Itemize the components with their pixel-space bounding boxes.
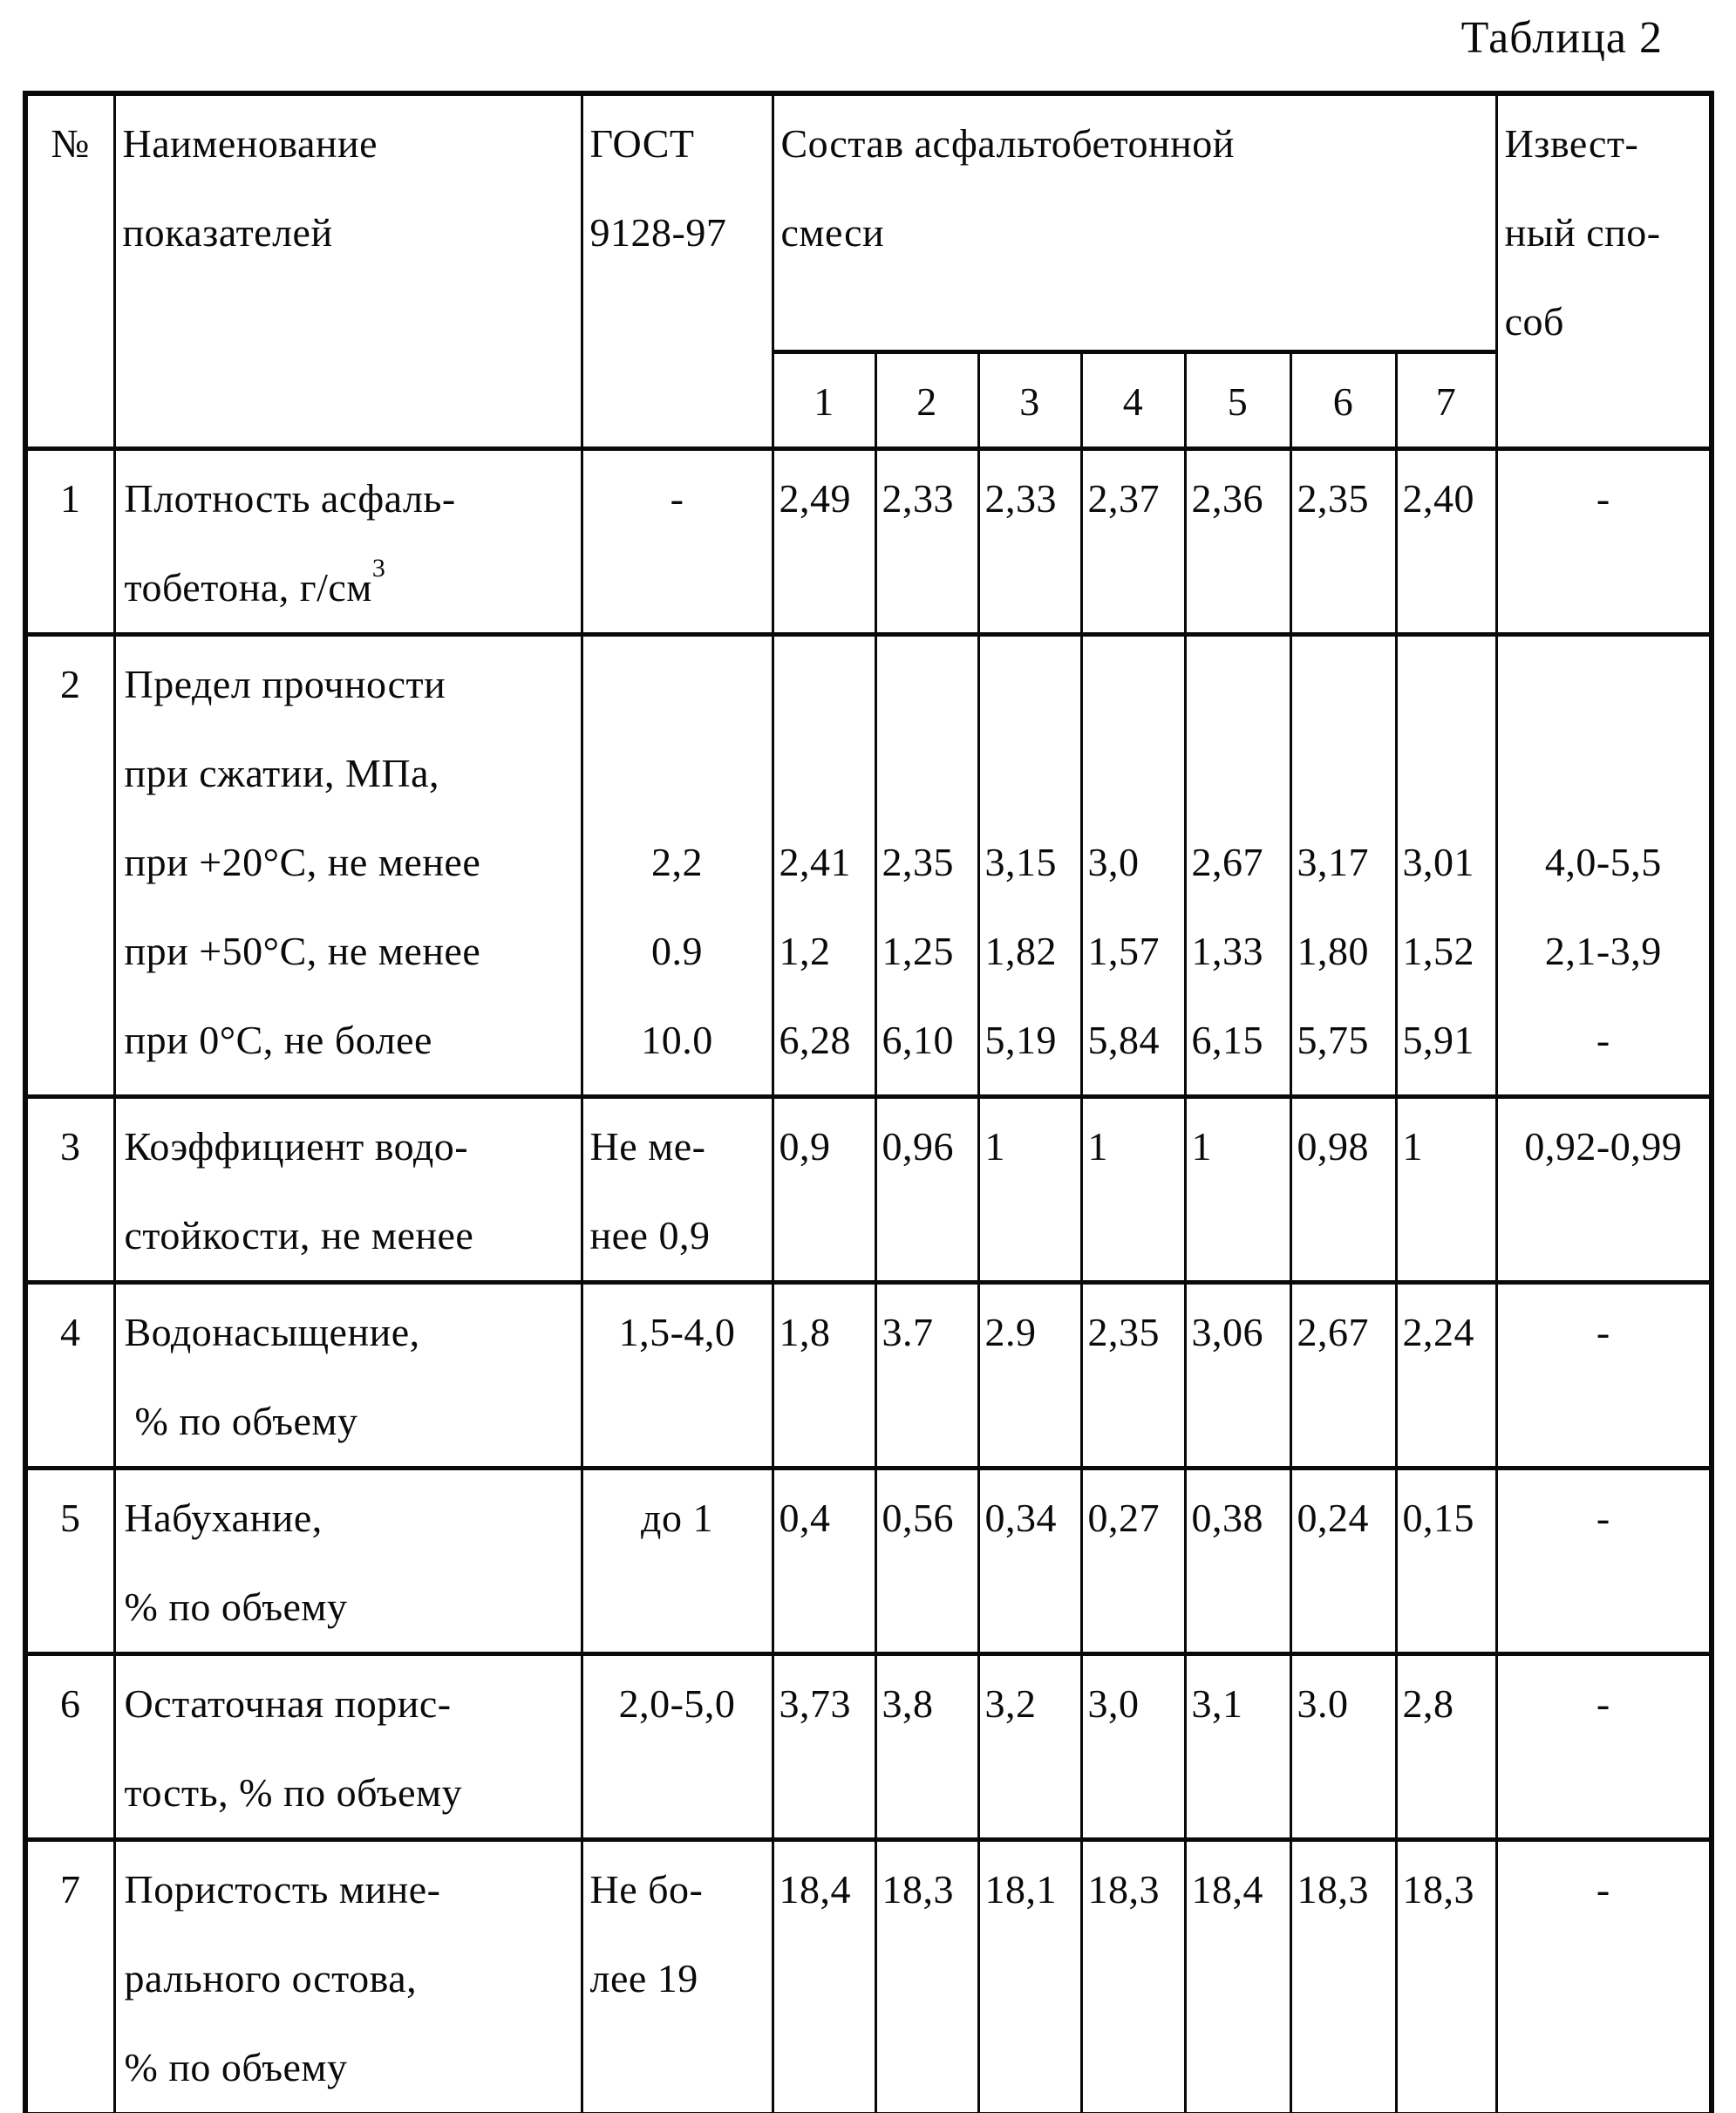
cell-mix-4: 1 bbox=[1081, 1096, 1185, 1282]
cell-known-method: - bbox=[1496, 1653, 1712, 1839]
header-cell-number bbox=[25, 93, 114, 448]
table-row bbox=[25, 1096, 1712, 1282]
cell-mix-1: 2,49 bbox=[773, 448, 875, 634]
cell-mix-4: 2,35 bbox=[1081, 1282, 1185, 1468]
cell-mix-4: 0,27 bbox=[1081, 1468, 1185, 1653]
cell-mix-6: 0,24 bbox=[1290, 1468, 1396, 1653]
cell-row-number: 4 bbox=[25, 1282, 114, 1468]
cell-mix-6: 18,3 bbox=[1290, 1839, 1396, 2113]
cell-gost-value: Не бо- лее 19 bbox=[582, 1839, 773, 2113]
cell-mix-3: 3,2 bbox=[978, 1653, 1081, 1839]
cell-known-method: - bbox=[1496, 1468, 1712, 1653]
cell-known-method: 4,0-5,5 2,1-3,9 - bbox=[1496, 634, 1712, 1096]
table-row bbox=[25, 1468, 1712, 1653]
cell-mix-6: 3.0 bbox=[1290, 1653, 1396, 1839]
header-cell-known-method: Извест- ный спо- соб bbox=[1496, 93, 1712, 448]
cell-mix-7: 2,40 bbox=[1396, 448, 1496, 634]
header-row-main bbox=[25, 93, 1712, 351]
cell-row-number: 2 bbox=[25, 634, 114, 1096]
table-row bbox=[25, 1839, 1712, 2113]
header-cell-indicator-name: Наименование показателей bbox=[114, 93, 582, 448]
cell-mix-7: 2,24 bbox=[1396, 1282, 1496, 1468]
cell-mix-5: 18,4 bbox=[1185, 1839, 1290, 2113]
cell-mix-1: 0,9 bbox=[773, 1096, 875, 1282]
cell-gost-value: 2,0-5,0 bbox=[582, 1653, 773, 1839]
cell-row-number: 3 bbox=[25, 1096, 114, 1282]
cell-mix-4: 3,0 bbox=[1081, 1653, 1185, 1839]
cell-mix-4: 2,37 bbox=[1081, 448, 1185, 634]
table-caption: Таблица 2 bbox=[1460, 13, 1663, 63]
cell-mix-7: 2,8 bbox=[1396, 1653, 1496, 1839]
cell-mix-3: 1 bbox=[978, 1096, 1081, 1282]
cell-mix-5: 3,06 bbox=[1185, 1282, 1290, 1468]
cell-mix-4: 18,3 bbox=[1081, 1839, 1185, 2113]
cell-known-method: 0,92-0,99 bbox=[1496, 1096, 1712, 1282]
cell-mix-5: 2,36 bbox=[1185, 448, 1290, 634]
cell-indicator-name: Остаточная порис- тость, % по объему bbox=[114, 1653, 582, 1839]
header-mix-col-1: 1 bbox=[773, 351, 875, 448]
cell-mix-1: 3,73 bbox=[773, 1653, 875, 1839]
properties-table bbox=[23, 91, 1714, 2113]
cell-indicator-name: Коэффициент водо- стойкости, не менее bbox=[114, 1096, 582, 1282]
cell-mix-7: 1 bbox=[1396, 1096, 1496, 1282]
cell-indicator-name: Водонасыщение, % по объему bbox=[114, 1282, 582, 1468]
cell-mix-2: 0,56 bbox=[875, 1468, 978, 1653]
cell-mix-3: 18,1 bbox=[978, 1839, 1081, 2113]
cell-mix-3: 2.9 bbox=[978, 1282, 1081, 1468]
cell-indicator-name: Плотность асфаль- тобетона, $г/см^3$ bbox=[114, 448, 582, 634]
header-number-label: № bbox=[51, 121, 90, 166]
cell-mix-1: 2,41 1,2 6,28 bbox=[773, 634, 875, 1096]
table-row bbox=[25, 448, 1712, 634]
cell-mix-5: 1 bbox=[1185, 1096, 1290, 1282]
cell-mix-7: 0,15 bbox=[1396, 1468, 1496, 1653]
cell-mix-1: 0,4 bbox=[773, 1468, 875, 1653]
cell-mix-2: 3.7 bbox=[875, 1282, 978, 1468]
cell-mix-2: 3,8 bbox=[875, 1653, 978, 1839]
cell-known-method: - bbox=[1496, 1839, 1712, 2113]
header-cell-mix-composition: Состав асфальтобетонной смеси bbox=[773, 93, 1496, 351]
cell-mix-2: 2,35 1,25 6,10 bbox=[875, 634, 978, 1096]
cell-known-method: - bbox=[1496, 448, 1712, 634]
cell-indicator-name: Пористость мине- рального остова, % по объему bbox=[114, 1839, 582, 2113]
cell-gost-value: 2,2 0.9 10.0 bbox=[582, 634, 773, 1096]
cell-mix-5: 0,38 bbox=[1185, 1468, 1290, 1653]
cell-mix-3: 2,33 bbox=[978, 448, 1081, 634]
header-mix-col-7: 7 bbox=[1396, 351, 1496, 448]
header-mix-col-4: 4 bbox=[1081, 351, 1185, 448]
cell-gost-value: - bbox=[582, 448, 773, 634]
cell-mix-3: 3,15 1,82 5,19 bbox=[978, 634, 1081, 1096]
header-mix-col-6: 6 bbox=[1290, 351, 1396, 448]
cell-known-method: - bbox=[1496, 1282, 1712, 1468]
cell-mix-6: 2,35 bbox=[1290, 448, 1396, 634]
header-cell-gost: ГОСТ 9128-97 bbox=[582, 93, 773, 448]
cell-mix-2: 2,33 bbox=[875, 448, 978, 634]
header-mix-col-2: 2 bbox=[875, 351, 978, 448]
cell-mix-1: 18,4 bbox=[773, 1839, 875, 2113]
cell-mix-4: 3,0 1,57 5,84 bbox=[1081, 634, 1185, 1096]
cell-indicator-name: Предел прочности при сжатии, МПа, при +20°С, не менее при +50°С, не менее при 0°С, не более bbox=[114, 634, 582, 1096]
header-mix-col-3: 3 bbox=[978, 351, 1081, 448]
cell-mix-5: 2,67 1,33 6,15 bbox=[1185, 634, 1290, 1096]
table-row bbox=[25, 1653, 1712, 1839]
cell-indicator-name: Набухание, % по объему bbox=[114, 1468, 582, 1653]
cell-gost-value: 1,5-4,0 bbox=[582, 1282, 773, 1468]
table-row bbox=[25, 634, 1712, 1096]
superscript: 3 bbox=[371, 553, 386, 583]
cell-mix-6: 3,17 1,80 5,75 bbox=[1290, 634, 1396, 1096]
cell-mix-1: 1,8 bbox=[773, 1282, 875, 1468]
cell-mix-7: 18,3 bbox=[1396, 1839, 1496, 2113]
cell-gost-value: Не ме- нее 0,9 bbox=[582, 1096, 773, 1282]
cell-mix-2: 18,3 bbox=[875, 1839, 978, 2113]
cell-mix-6: 0,98 bbox=[1290, 1096, 1396, 1282]
cell-mix-3: 0,34 bbox=[978, 1468, 1081, 1653]
cell-gost-value: до 1 bbox=[582, 1468, 773, 1653]
cell-row-number: 1 bbox=[25, 448, 114, 634]
cell-row-number: 6 bbox=[25, 1653, 114, 1839]
cell-mix-6: 2,67 bbox=[1290, 1282, 1396, 1468]
header-mix-col-5: 5 bbox=[1185, 351, 1290, 448]
table-row bbox=[25, 1282, 1712, 1468]
cell-mix-2: 0,96 bbox=[875, 1096, 978, 1282]
cell-row-number: 5 bbox=[25, 1468, 114, 1653]
cell-mix-5: 3,1 bbox=[1185, 1653, 1290, 1839]
cell-mix-7: 3,01 1,52 5,91 bbox=[1396, 634, 1496, 1096]
cell-row-number: 7 bbox=[25, 1839, 114, 2113]
